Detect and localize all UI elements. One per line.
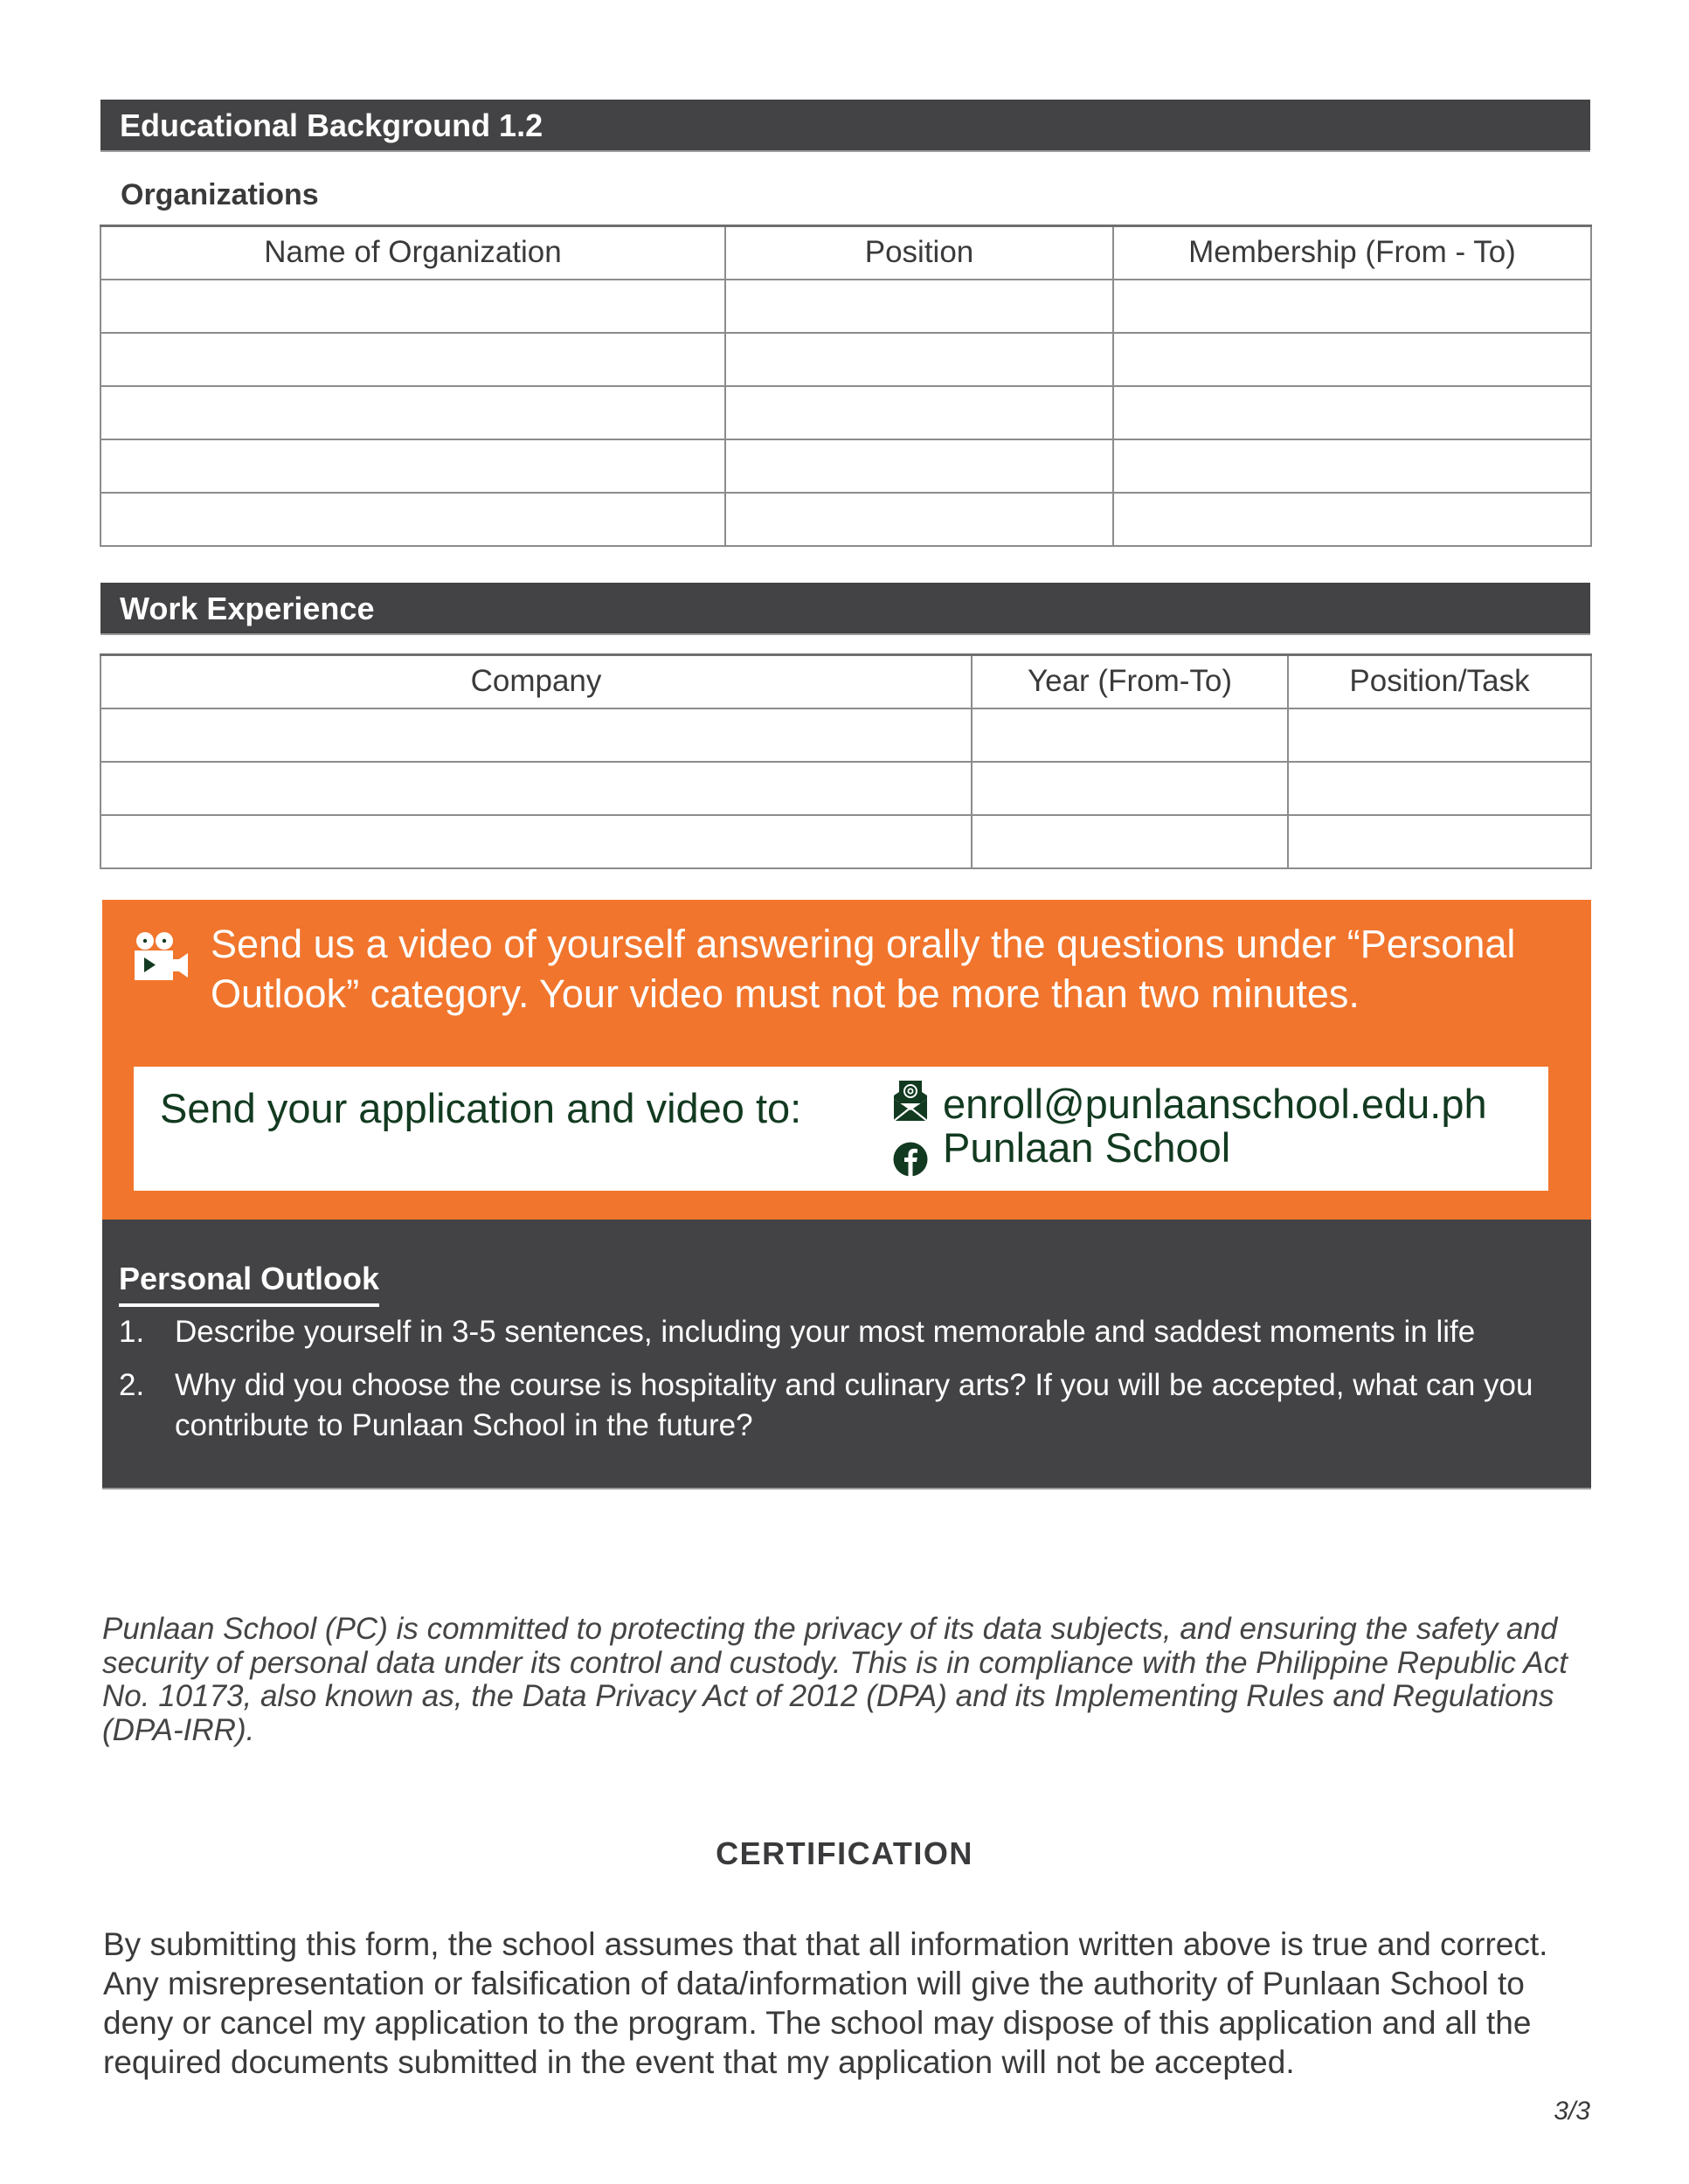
organization-name-cell[interactable] [100,333,725,386]
column-header-organization-name: Name of Organization [100,226,725,280]
table-row [100,815,1591,868]
personal-outlook-title: Personal Outlook [119,1260,379,1307]
question-item [119,1312,1569,1352]
contact-email[interactable]: enroll@punlaanschool.edu.ph [943,1081,1487,1127]
year-cell[interactable] [972,815,1288,868]
position-cell[interactable] [725,386,1113,439]
table-row [100,439,1591,493]
membership-cell[interactable] [1113,493,1591,546]
contact-facebook[interactable]: Punlaan School [943,1124,1231,1171]
membership-cell[interactable] [1113,333,1591,386]
send-application-label: Send your application and video to: [160,1085,802,1131]
table-row [100,280,1591,333]
organization-name-cell[interactable] [100,439,725,493]
certification-title: CERTIFICATION [716,1835,973,1871]
video-instructions: Send us a video of yourself answering orally the questions under “Personal Outlook” category. Your video must not be more than two minutes. [211,922,1516,1016]
year-cell[interactable] [972,708,1288,762]
table-row [100,493,1591,546]
table-row [100,762,1591,815]
email-icon [893,1080,928,1122]
organization-name-cell[interactable] [100,493,725,546]
position-task-cell[interactable] [1288,708,1591,762]
table-header-row [100,655,1591,708]
table-row [100,333,1591,386]
section-title: Educational Background 1.2 [120,107,543,143]
question-item [119,1365,1569,1446]
column-header-position: Position [725,226,1113,280]
membership-cell[interactable] [1113,439,1591,493]
column-header-membership: Membership (From - To) [1113,226,1591,280]
table-row [100,708,1591,762]
table-header-row [100,226,1591,280]
organizations-label: Organizations [121,178,319,211]
section-title: Work Experience [120,591,375,626]
question-number: 1. [119,1315,145,1349]
position-task-cell[interactable] [1288,815,1591,868]
membership-cell[interactable] [1113,386,1591,439]
organizations-table [100,225,1592,547]
page-number: 3/3 [1554,2097,1590,2125]
question-text: Why did you choose the course is hospitality and culinary arts? If you will be accepted, what can you contribute to Punlaan School in the future? [175,1368,1533,1442]
work-experience-table [100,653,1592,869]
video-camera-icon [134,931,190,982]
position-cell[interactable] [725,493,1113,546]
educational-background-header [100,100,1590,152]
privacy-notice: Punlaan School (PC) is committed to protecting the privacy of its data subjects, and ensuring the safety and security of personal data under its control and custody. This is in compliance with the Philippine Republic Act No. 10173, also known as, the Data Privacy Act of 2012 (DPA) and its Implementing Rules and Regulations (DPA-IRR). [102,1612,1568,1747]
work-experience-header [100,583,1590,635]
membership-cell[interactable] [1113,280,1591,333]
column-header-position-task: Position/Task [1288,655,1591,708]
position-cell[interactable] [725,439,1113,493]
certification-body: By submitting this form, the school assumes that that all information written above is true and correct. Any misrepresentation or falsification of data/information will give the authority of Punlaan School to deny or cancel my application to the program. The school may dispose of this application and all the required documents submitted in the event that my application will not be accepted. [103,1926,1548,2080]
question-number: 2. [119,1368,145,1402]
organization-name-cell[interactable] [100,386,725,439]
company-cell[interactable] [100,708,972,762]
position-cell[interactable] [725,333,1113,386]
company-cell[interactable] [100,815,972,868]
question-text: Describe yourself in 3-5 sentences, including your most memorable and saddest moments in life [175,1315,1476,1349]
facebook-icon [893,1142,928,1177]
column-header-company: Company [100,655,972,708]
position-cell[interactable] [725,280,1113,333]
personal-outlook-questions [119,1312,1569,1459]
column-header-year: Year (From-To) [972,655,1288,708]
company-cell[interactable] [100,762,972,815]
position-task-cell[interactable] [1288,762,1591,815]
personal-outlook-box [102,1220,1591,1489]
year-cell[interactable] [972,762,1288,815]
table-row [100,386,1591,439]
organization-name-cell[interactable] [100,280,725,333]
